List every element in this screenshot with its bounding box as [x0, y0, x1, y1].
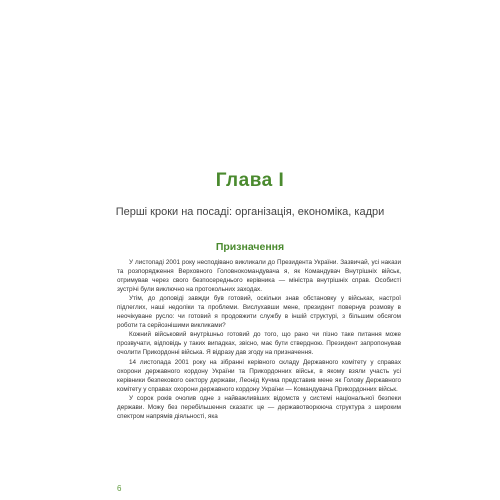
body-text — [117, 258, 401, 421]
section-heading: Призначення — [215, 241, 285, 253]
paragraph: Кожний військовий внутрішньо готовий до того, що рано чи пізно таке питання може прозвучати, відповідь у таких випадках, звісно, має бути ствердною. Президент запропонував очолити Прикордонні війська. Я відразу дав згоду на призначення. — [117, 331, 401, 357]
chapter-title: Глава І — [215, 170, 285, 191]
paragraph: У листопаді 2001 року несподівано викликали до Президента України. Зазвичай, усі накази та розпорядження Верховного Головнокомандувача я, як Командувач Внутрішніх військ, отримував через свого безпосереднього керівника — міністра внутрішніх справ. Особисті зустрічі були виключно на протокольних заходах. — [117, 259, 401, 294]
paragraph: 14 листопада 2001 року на зібранні керівного складу Державного комітету у справах охорони державного кордону України та Прикордонних військ, в якому взяли участь усі керівники безпекового сектору держави, Леонід Кучма представив мене як Голову Державного комітету у справах охорони державного кордону України — Командувача Прикордонних військ. — [117, 358, 401, 393]
paragraph: Утім, до доповіді завжди був готовий, оскільки знав обстановку у військах, настрої підлеглих, наші недоліки та проблеми. Вислухавши мене, президент повернув розмову в неочікуване русло: чи готовий я продовжити службу в іншій структурі, з більшим обсягом роботи та серйознішими викликами? — [117, 295, 401, 330]
paragraph: У сорок років очолив одне з найважливіших відомств у системі національної безпеки держави. Можу без перебільшення сказати: це — державотворююча структура з широким спектром напрямів діяльності, яка — [117, 394, 401, 420]
chapter-subtitle: Перші кроки на посаді: організація, економіка, кадри — [115, 206, 385, 218]
page-number: 6 — [117, 484, 122, 493]
